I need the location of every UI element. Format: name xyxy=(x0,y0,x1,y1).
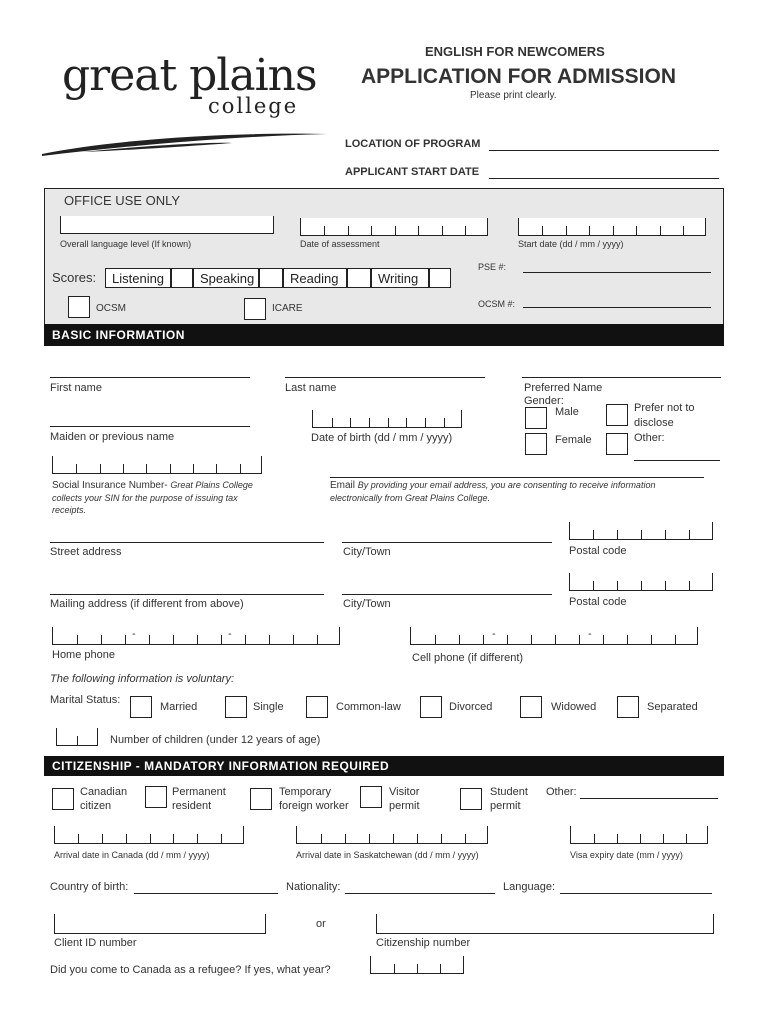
male-checkbox[interactable] xyxy=(525,407,547,429)
email-field[interactable] xyxy=(330,477,704,478)
sin-label-text: Social Insurance Number- xyxy=(52,480,168,491)
client-id-field[interactable] xyxy=(54,914,266,934)
student-permit-checkbox[interactable] xyxy=(460,788,482,810)
gender-label: Gender: xyxy=(524,395,564,407)
single-checkbox[interactable] xyxy=(225,696,247,718)
widowed-checkbox[interactable] xyxy=(520,696,542,718)
city-field[interactable] xyxy=(342,542,552,543)
citizenship-number-label: Citizenship number xyxy=(376,937,471,949)
disclose-label: disclose xyxy=(634,417,674,429)
scores-label: Scores: xyxy=(52,270,97,285)
office-start-date-field[interactable] xyxy=(518,218,706,236)
score-writing: Writing xyxy=(371,268,429,288)
first-name-field[interactable] xyxy=(50,377,250,378)
language-level-field[interactable] xyxy=(60,216,274,234)
married-checkbox[interactable] xyxy=(130,696,152,718)
country-of-birth-label: Country of birth: xyxy=(50,881,129,893)
student-permit-label-1: Student xyxy=(490,786,528,798)
cell-phone-field[interactable] xyxy=(410,627,698,645)
ocsm-number-field[interactable] xyxy=(523,307,711,308)
common-law-checkbox[interactable] xyxy=(306,696,328,718)
location-field[interactable] xyxy=(489,150,719,151)
prefer-not-checkbox[interactable] xyxy=(606,404,628,426)
widowed-label: Widowed xyxy=(551,701,597,713)
program-name: ENGLISH FOR NEWCOMERS xyxy=(425,44,605,59)
client-id-label: Client ID number xyxy=(54,937,137,949)
home-phone-field[interactable] xyxy=(52,627,340,645)
last-name-field[interactable] xyxy=(285,377,485,378)
arrival-sask-label: Arrival date in Saskatchewan (dd / mm / yyyy) xyxy=(296,850,479,860)
visitor-permit-label-1: Visitor xyxy=(389,786,420,798)
divorced-label: Divorced xyxy=(449,701,493,713)
college-logo xyxy=(62,50,322,160)
marital-status-label: Marital Status: xyxy=(50,694,121,706)
voluntary-note: The following information is voluntary: xyxy=(50,673,235,685)
assessment-date-field[interactable] xyxy=(300,218,488,236)
language-field[interactable] xyxy=(560,893,712,894)
other-citizenship-label: Other: xyxy=(546,786,577,798)
maiden-name-label: Maiden or previous name xyxy=(50,431,175,443)
office-use-panel xyxy=(44,188,724,326)
permanent-resident-label-2: resident xyxy=(172,800,212,812)
canadian-citizen-label-2: citizen xyxy=(80,800,112,812)
mailing-address-label: Mailing address (if different from above) xyxy=(50,598,244,610)
visa-expiry-field[interactable] xyxy=(570,826,708,844)
postal-code-label: Postal code xyxy=(569,545,627,557)
assessment-date-label: Date of assessment xyxy=(300,239,380,249)
refugee-year-field[interactable] xyxy=(370,956,464,974)
mailing-address-field[interactable] xyxy=(50,594,324,595)
maiden-name-field[interactable] xyxy=(50,426,250,427)
canadian-citizen-checkbox[interactable] xyxy=(52,788,74,810)
ocsm-number-label: OCSM #: xyxy=(478,299,516,309)
sin-label xyxy=(52,480,253,492)
permanent-resident-label-1: Permanent xyxy=(172,786,226,798)
location-label: LOCATION OF PROGRAM xyxy=(345,138,481,150)
nationality-field[interactable] xyxy=(345,893,495,894)
score-reading: Reading xyxy=(283,268,347,288)
email-note-1: By providing your email address, you are consenting to receive information xyxy=(357,480,656,490)
pse-label: PSE #: xyxy=(478,262,507,272)
sin-note-1: Great Plains College xyxy=(170,480,253,490)
basic-info-header: BASIC INFORMATION xyxy=(44,324,724,346)
arrival-canada-field[interactable] xyxy=(54,826,244,844)
student-permit-label-2: permit xyxy=(490,800,521,812)
score-reading-value[interactable] xyxy=(347,268,371,288)
logo-main-text: great plains xyxy=(62,50,317,101)
visitor-permit-checkbox[interactable] xyxy=(360,786,382,808)
mailing-city-field[interactable] xyxy=(342,594,552,595)
office-use-title: OFFICE USE ONLY xyxy=(64,193,181,208)
dob-label: Date of birth (dd / mm / yyyy) xyxy=(311,432,453,444)
form-title: APPLICATION FOR ADMISSION xyxy=(361,65,676,88)
temporary-worker-label-2: foreign worker xyxy=(279,800,349,812)
sin-note-3: receipts. xyxy=(52,505,87,515)
start-date-field[interactable] xyxy=(489,178,719,179)
pse-field[interactable] xyxy=(523,272,711,273)
other-gender-label: Other: xyxy=(634,432,665,444)
email-note-2: electronically from Great Plains College. xyxy=(330,493,491,503)
score-writing-value[interactable] xyxy=(429,268,451,288)
score-listening: Listening xyxy=(105,268,171,288)
single-label: Single xyxy=(253,701,284,713)
first-name-label: First name xyxy=(50,382,102,394)
country-of-birth-field[interactable] xyxy=(134,893,278,894)
citizenship-number-field[interactable] xyxy=(376,914,714,934)
prefer-not-label: Prefer not to xyxy=(634,402,695,414)
home-phone-label: Home phone xyxy=(52,649,115,661)
divorced-checkbox[interactable] xyxy=(420,696,442,718)
ocsm-checkbox[interactable] xyxy=(68,296,90,318)
logo-swoosh-icon xyxy=(42,130,332,160)
office-start-date-label: Start date (dd / mm / yyyy) xyxy=(518,239,624,249)
male-label: Male xyxy=(555,406,579,418)
score-speaking-value[interactable] xyxy=(259,268,283,288)
start-date-label: APPLICANT START DATE xyxy=(345,166,480,178)
language-label: Language: xyxy=(503,881,555,893)
ocsm-label: OCSM xyxy=(96,303,126,314)
logo-sub-text: college xyxy=(208,94,299,118)
other-citizenship-field[interactable] xyxy=(580,798,718,799)
home-phone-dash-1: - xyxy=(132,628,136,640)
other-gender-checkbox[interactable] xyxy=(606,433,628,455)
children-count-field[interactable] xyxy=(56,728,98,746)
home-phone-dash-2: - xyxy=(228,628,232,640)
temporary-worker-label-1: Temporary xyxy=(279,786,331,798)
icare-checkbox[interactable] xyxy=(244,298,266,320)
icare-label: ICARE xyxy=(272,303,303,314)
last-name-label: Last name xyxy=(285,382,337,394)
street-address-label: Street address xyxy=(50,546,122,558)
separated-label: Separated xyxy=(647,701,698,713)
canadian-citizen-label-1: Canadian xyxy=(80,786,128,798)
arrival-canada-label: Arrival date in Canada (dd / mm / yyyy) xyxy=(54,850,210,860)
postal-code-field[interactable] xyxy=(569,522,713,540)
visitor-permit-label-2: permit xyxy=(389,800,420,812)
temporary-worker-checkbox[interactable] xyxy=(250,788,272,810)
dob-field[interactable] xyxy=(312,410,462,428)
print-note: Please print clearly. xyxy=(470,90,557,101)
separated-checkbox[interactable] xyxy=(617,696,639,718)
female-label: Female xyxy=(555,434,592,446)
other-gender-field[interactable] xyxy=(634,460,720,461)
score-listening-value[interactable] xyxy=(171,268,193,288)
cell-phone-dash-2: - xyxy=(588,628,592,640)
arrival-sask-field[interactable] xyxy=(296,826,488,844)
cell-phone-dash-1: - xyxy=(492,628,496,640)
children-label: Number of children (under 12 years of age) xyxy=(110,734,321,746)
language-level-label: Overall language level (If known) xyxy=(60,239,192,249)
married-label: Married xyxy=(160,701,198,713)
email-label xyxy=(330,480,655,492)
visa-expiry-label: Visa expiry date (mm / yyyy) xyxy=(570,850,683,860)
preferred-name-field[interactable] xyxy=(522,377,721,378)
female-checkbox[interactable] xyxy=(525,433,547,455)
score-speaking: Speaking xyxy=(193,268,259,288)
nationality-label: Nationality: xyxy=(286,881,341,893)
preferred-name-label: Preferred Name xyxy=(524,382,603,394)
email-label-text: Email xyxy=(330,480,356,491)
cell-phone-label: Cell phone (if different) xyxy=(412,652,524,664)
mailing-postal-code-field[interactable] xyxy=(569,573,713,591)
sin-field[interactable] xyxy=(52,456,262,474)
city-label: City/Town xyxy=(343,546,391,558)
refugee-question: Did you come to Canada as a refugee? If yes, what year? xyxy=(50,964,331,976)
permanent-resident-checkbox[interactable] xyxy=(145,786,167,808)
mailing-city-label: City/Town xyxy=(343,598,391,610)
sin-note-2: collects your SIN for the purpose of issuing tax xyxy=(52,493,238,503)
citizenship-header: CITIZENSHIP - MANDATORY INFORMATION REQUIRED xyxy=(44,756,724,776)
street-address-field[interactable] xyxy=(50,542,324,543)
or-label: or xyxy=(316,918,326,930)
common-law-label: Common-law xyxy=(336,701,401,713)
mailing-postal-code-label: Postal code xyxy=(569,596,627,608)
